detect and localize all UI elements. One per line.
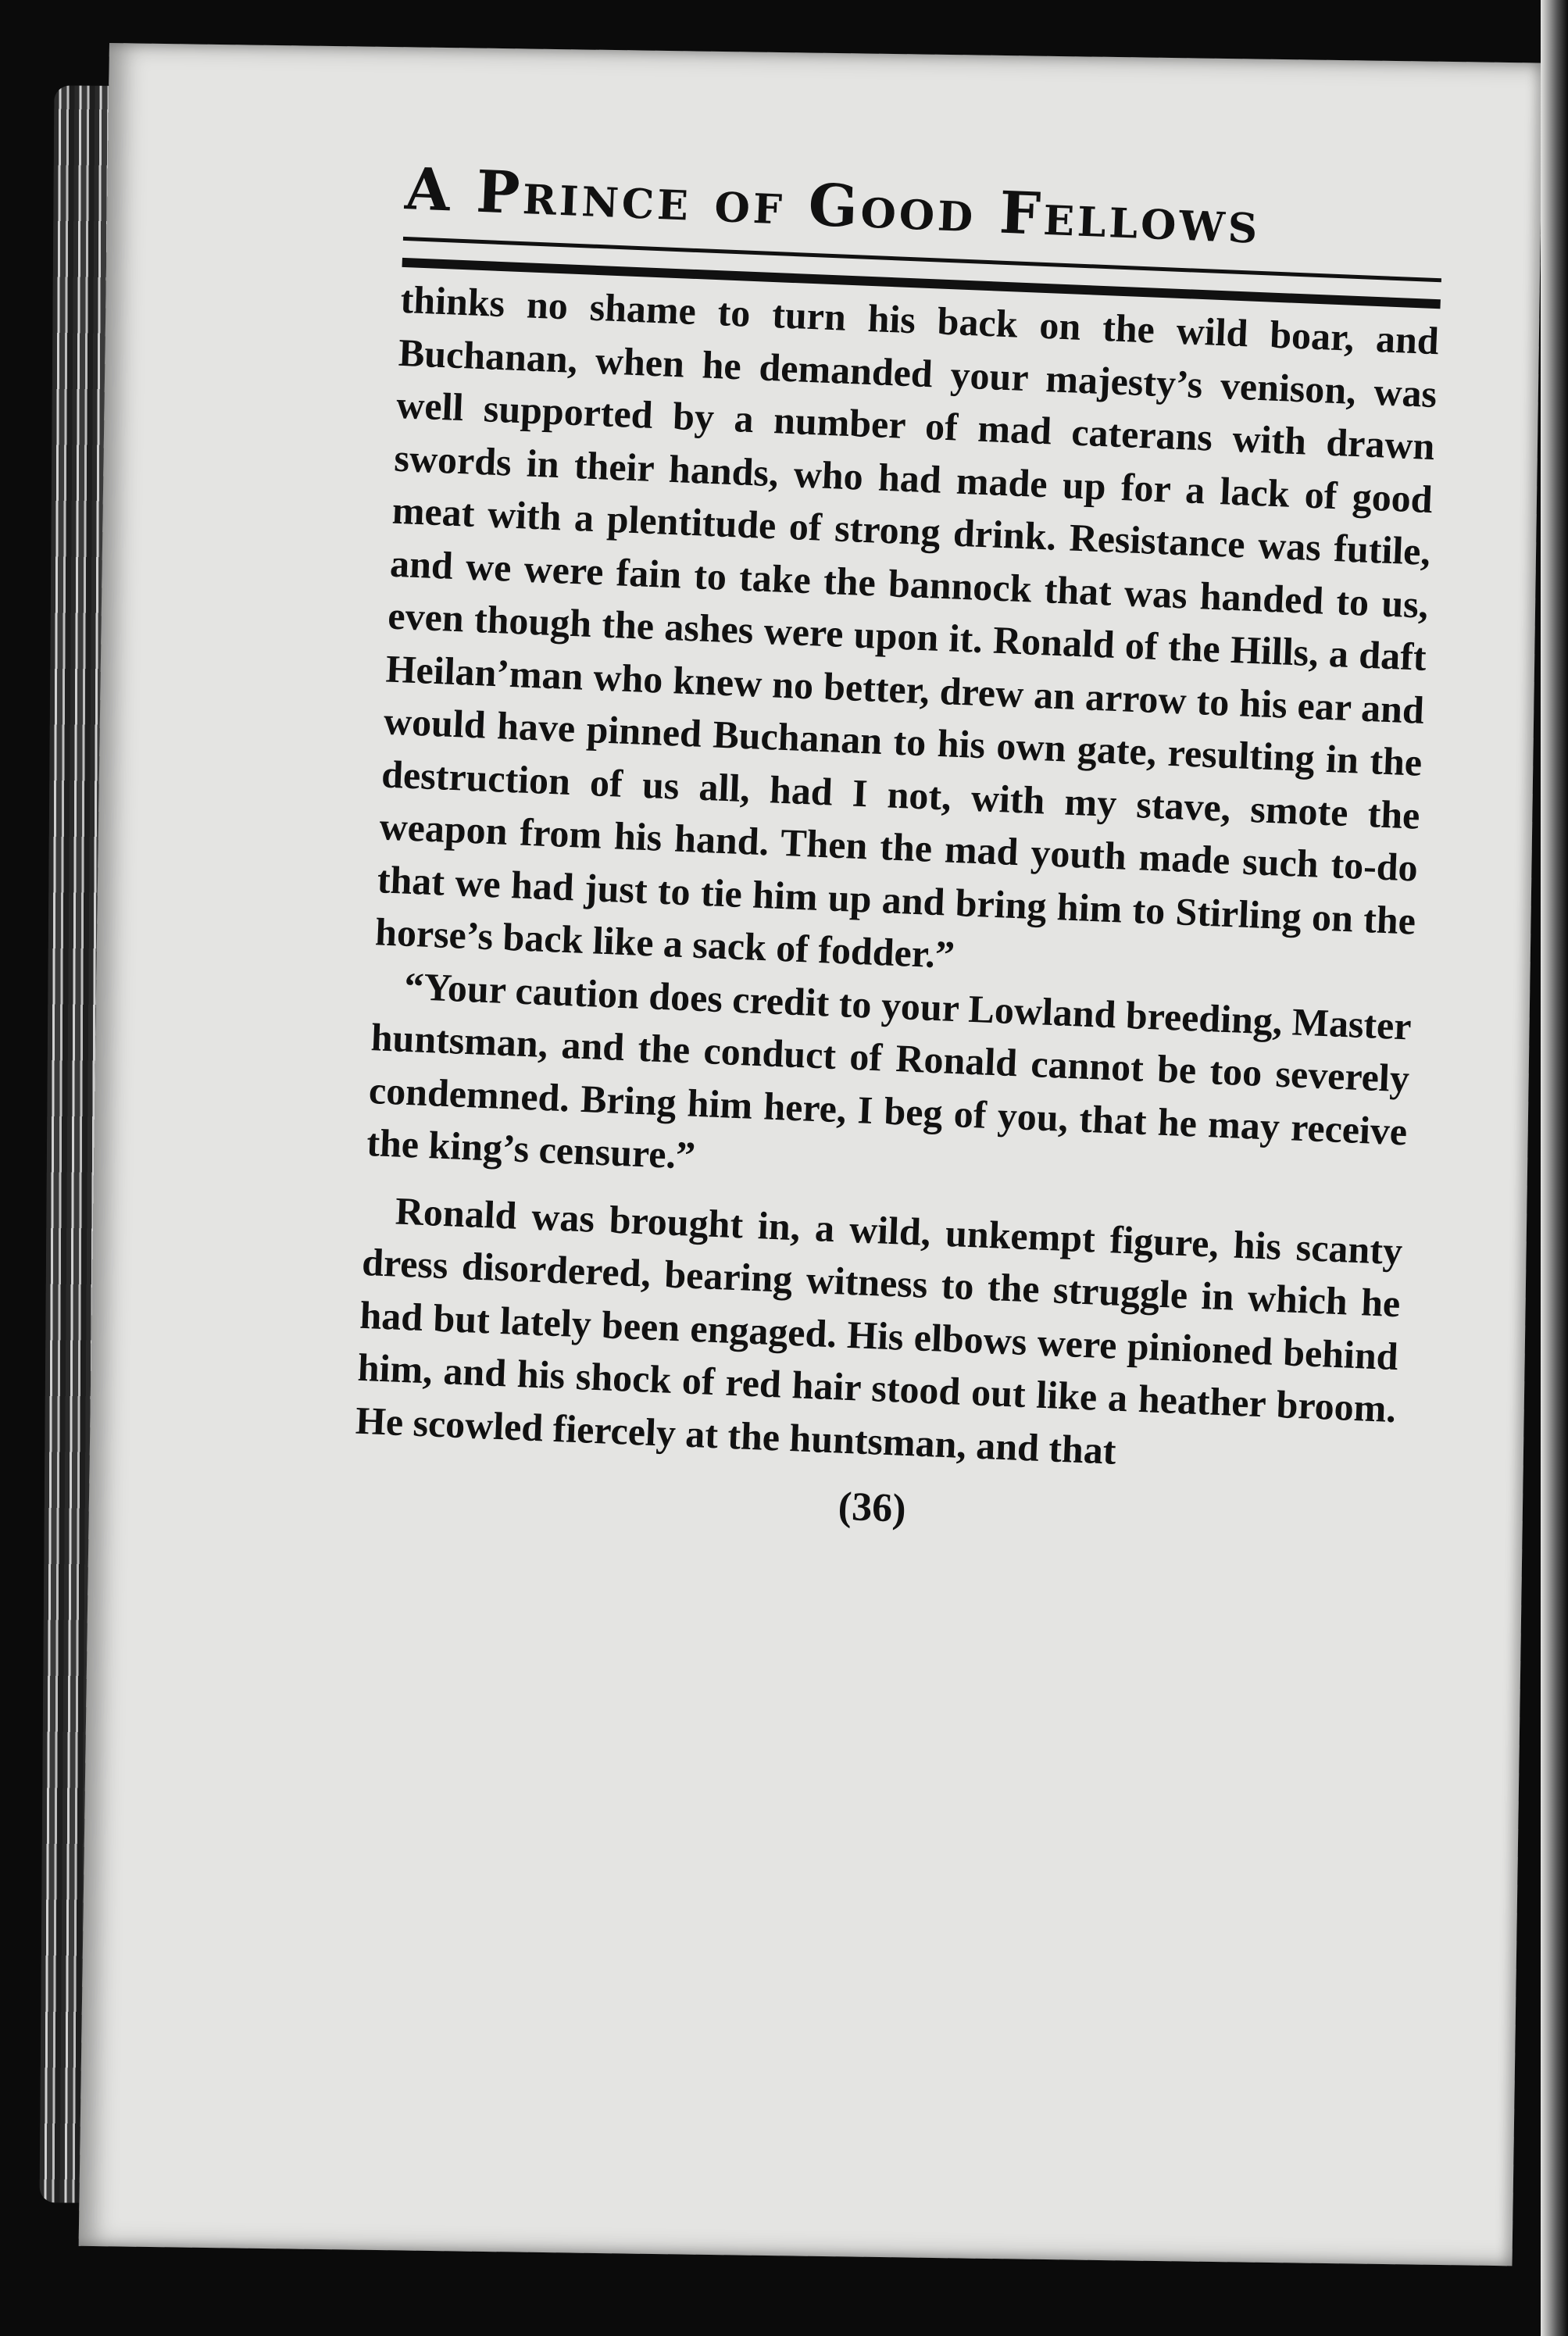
page-content [336,155,1445,1959]
page-number: (36) [837,1484,907,1532]
paragraph-3: Ronald was brought in, a wild, unkempt figure, his scanty dress disordered, bearing witness to the struggle in which he had but lately been engaged. His elbows were pinioned behind him, and his shock of red hair stood out like a heather broom. He scowled fiercely at the huntsman, and that [355,1188,1404,1473]
body-text [355,273,1440,1488]
paragraph-2: “Your caution does credit to your Lowland breeding, Master huntsman, and the conduct of Ronald cannot be too severely condemned. Bring him here, I beg of you, that he may receive the king’s censure.” [366,963,1413,1177]
gutter-shadow [1541,0,1568,2336]
running-head: A Prince of Good Fellows [403,155,1263,257]
paragraph-1: thinks no shame to turn his back on the wild boar, and Buchanan, when he demanded your majesty’s venison, was well supported by a number of mad caterans with drawn swords in their hands, who had made up for a lack of good meat with a plentitude of strong drink. Resistance was futile, and we were fain to take the bannock that was handed to us, even though the ashes were upon it. Ronald of the Hills, a daft Heilan’man who knew no better, drew an arrow to his ear and would have pinned Buchanan to his own gate, resulting in the destruction of us all, had I not, with my stave, smote the weapon from his hand. Then the mad youth made such to-do that we had just to tie him up and bring him to Stirling on the horse’s back like a sack of fodder.” [374,277,1440,977]
